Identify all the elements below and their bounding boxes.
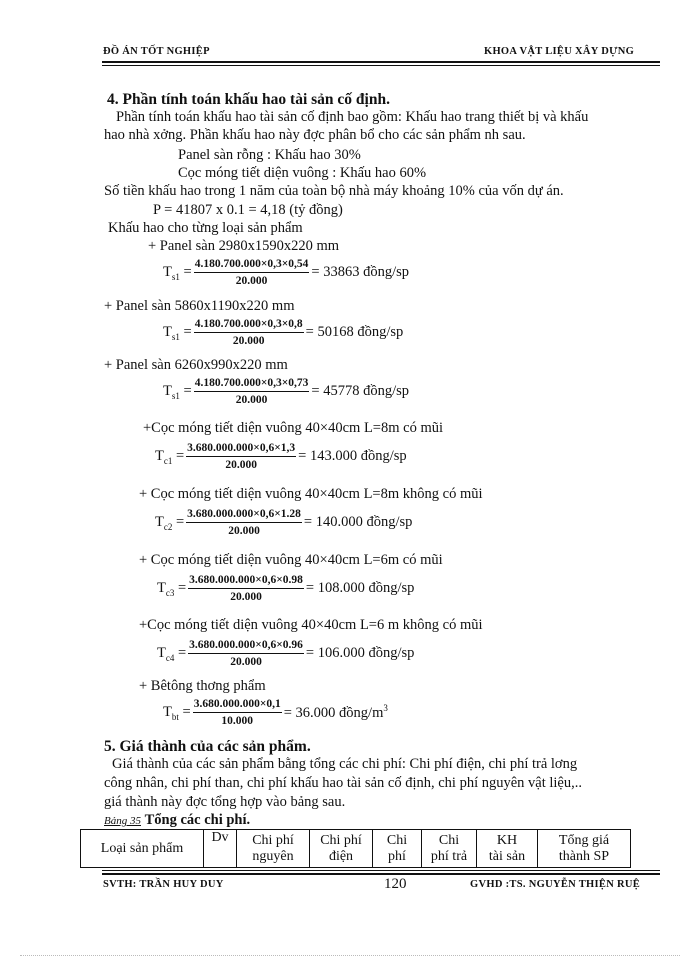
header-text: Tổng giá: [558, 832, 610, 848]
formula-symbol: T: [163, 323, 172, 340]
item-label: + Cọc móng tiết diện vuông 40×40cm L=8m không có mũi: [139, 486, 483, 502]
header-text: nguyên: [252, 848, 294, 864]
formula-symbol: T: [157, 579, 166, 596]
annual-note: Số tiền khấu hao trong 1 năm của toàn bộ nhà máy khoảng 10% của vốn dự án.: [104, 183, 564, 199]
formula-denominator: 20.000: [235, 275, 268, 287]
formula-denominator: 20.000: [228, 525, 260, 537]
section-5-line-1: Giá thành của các sản phẩm bằng tổng các chi phí: Chi phí điện, chi phí trả lơng: [112, 756, 578, 772]
item-label: +Cọc móng tiết diện vuông 40×40cm L=8m có mũi: [143, 420, 443, 436]
formula-denominator: 20.000: [225, 459, 257, 471]
pile-share: Cọc móng tiết diện vuông : Khấu hao 60%: [178, 165, 427, 181]
formula-result: = 36.000 đồng/m: [283, 704, 384, 721]
formula-numerator: 4.180.700.000×0,3×0,54: [194, 258, 310, 273]
footer-right: GVHD :TS. NGUYỄN THIỆN RUỆ: [470, 879, 641, 890]
table-caption-label: Bảng 35: [104, 815, 141, 827]
formula-subscript: s1: [171, 271, 180, 282]
header-text: Loại sản phẩm: [100, 840, 184, 856]
cost-table: [80, 829, 631, 868]
header-text: thành SP: [558, 848, 610, 864]
header-rule-thick: [102, 61, 660, 63]
table-header-cell: [81, 830, 204, 868]
formula-result: = 33863 đồng/sp: [311, 264, 410, 280]
table-header-cell: [310, 830, 373, 868]
table-header-cell: [204, 830, 237, 868]
header-right: KHOA VẬT LIỆU XÂY DỰNG: [484, 46, 635, 57]
table-header-row: [81, 830, 631, 868]
intro-line-1: Phần tính toán khấu hao tài sản cố định bao gồm: Khấu hao trang thiết bị và khấu: [116, 109, 589, 125]
header-text: điện: [328, 848, 354, 864]
formula-result: = 50168 đồng/sp: [305, 324, 404, 340]
page-number: 120: [384, 876, 407, 892]
formula-denominator: 20.000: [230, 591, 262, 603]
per-product-heading: Khấu hao cho từng loại sản phẩm: [108, 220, 303, 236]
header-text: phí trả: [430, 848, 468, 864]
item-label: +Cọc móng tiết diện vuông 40×40cm L=6 m không có mũi: [139, 617, 483, 633]
table-header-cell: [237, 830, 310, 868]
formula-result: = 108.000 đồng/sp: [305, 580, 415, 596]
header-left: ĐỒ ÁN TỐT NGHIỆP: [103, 46, 210, 57]
header-text: Dv: [211, 830, 229, 845]
formula-numerator: 4.180.700.000×0,3×0,73: [194, 377, 310, 392]
header-text: Chi: [386, 832, 408, 848]
formula-subscript: c3: [165, 587, 175, 598]
item-formula: $T_{s1}$ = $\frac{4.180.700.000\times 0,3\times 0,54}{20.000}$ = 33863 đồng/sp: [163, 258, 410, 287]
item-formula: $T_{c2}$ = $\frac{3.680.000.000\times 0,6\times 1.28}{20.000}$ = 140.000 đồng/sp: [155, 508, 413, 537]
formula-symbol: T: [163, 263, 172, 280]
item-formula: $T_{s1}$ = $\frac{4.180.700.000\times 0,3\times 0,8}{20.000}$ = 50168 đồng/sp: [163, 318, 404, 347]
formula-subscript: c4: [165, 652, 175, 663]
table-caption: [104, 812, 250, 829]
item-label: + Cọc móng tiết diện vuông 40×40cm L=6m có mũi: [139, 552, 443, 568]
header-text: Chi: [438, 832, 460, 848]
header-text: KH: [496, 832, 518, 848]
formula-subscript: c2: [163, 521, 173, 532]
formula-subscript: s1: [171, 390, 180, 401]
footer-rule-thin: [102, 870, 660, 871]
formula-subscript: c1: [163, 455, 173, 466]
header-rule-thin: [102, 65, 660, 66]
section-5-title: 5. Giá thành của các sản phẩm.: [104, 738, 311, 755]
formula-result-sup: 3: [383, 703, 388, 714]
formula-subscript: s1: [171, 331, 180, 342]
formula-numerator: 4.180.700.000×0,3×0,8: [194, 318, 304, 333]
formula-denominator: 10.000: [221, 715, 254, 727]
intro-line-2: hao nhà xởng. Phần khấu hao này đợc phân bổ cho các sản phẩm nh sau.: [104, 127, 526, 143]
item-formula: $T_{c1}$ = $\frac{3.680.000.000\times 0,6\times 1,3}{20.000}$ = 143.000 đồng/sp: [155, 442, 407, 471]
table-header-cell: [373, 830, 422, 868]
panel-share: Panel sàn rỗng : Khấu hao 30%: [178, 147, 361, 163]
formula-symbol: T: [163, 703, 172, 720]
formula-result: = 140.000 đồng/sp: [303, 514, 413, 530]
item-formula: $T_{c4}$ = $\frac{3.680.000.000\times 0,6\times 0.96}{20.000}$ = 106.000 đồng/sp: [157, 639, 415, 668]
formula-symbol: T: [155, 513, 164, 530]
formula-numerator: 3.680.000.000×0,6×1,3: [186, 442, 296, 457]
formula-subscript: bt: [171, 711, 179, 722]
formula-symbol: T: [155, 447, 164, 464]
page-edge-dots: [20, 955, 680, 956]
p-formula: P = 41807 x 0.1 = 4,18 (tỷ đồng): [153, 202, 343, 218]
footer-left: SVTH: TRẦN HUY DUY: [103, 879, 224, 890]
item-label: + Panel sàn 6260x990x220 mm: [104, 357, 288, 373]
formula-numerator: 3.680.000.000×0,1: [193, 698, 282, 713]
item-formula: $T_{bt}$ = $\frac{3.680.000.000\times 0,1}{10.000}$ = 36.000 đồng/$m^3$: [163, 698, 388, 727]
section-5-line-2: công nhân, chi phí than, chi phí khấu hao tài sản cố định, chi phí nguyên vật liệu,..: [104, 775, 582, 791]
formula-denominator: 20.000: [235, 394, 268, 406]
formula-numerator: 3.680.000.000×0,6×0.98: [188, 574, 304, 589]
formula-result: = 143.000 đồng/sp: [298, 448, 407, 464]
formula-denominator: 20.000: [232, 335, 265, 347]
item-formula: $T_{c3}$ = $\frac{3.680.000.000\times 0,6\times 0.98}{20.000}$ = 108.000 đồng/sp: [157, 574, 415, 603]
header-text: tài sản: [488, 848, 526, 864]
item-formula: $T_{s1}$ = $\frac{4.180.700.000\times 0,3\times 0,73}{20.000}$ = 45778 đồng/sp: [163, 377, 410, 406]
item-label: + Bêtông thơng phẩm: [139, 678, 266, 694]
header-text: phí: [388, 848, 406, 864]
section-4-title: 4. Phần tính toán khấu hao tài sản cố định.: [107, 91, 390, 108]
formula-result: = 106.000 đồng/sp: [305, 645, 415, 661]
table-caption-title: Tổng các chi phí.: [144, 812, 251, 828]
formula-numerator: 3.680.000.000×0,6×1.28: [186, 508, 302, 523]
formula-numerator: 3.680.000.000×0,6×0.96: [188, 639, 304, 654]
header-text: Chi phí: [320, 832, 362, 848]
table-header-cell: [477, 830, 538, 868]
footer-rule-thick: [102, 873, 660, 875]
item-label: + Panel sàn 2980x1590x220 mm: [148, 238, 340, 254]
formula-result: = 45778 đồng/sp: [311, 383, 410, 399]
table-header-cell: [422, 830, 477, 868]
formula-symbol: T: [157, 644, 166, 661]
section-5-line-3: giá thành này đợc tổng hợp vào bảng sau.: [104, 794, 346, 810]
table-header-cell: [538, 830, 631, 868]
formula-denominator: 20.000: [230, 656, 262, 668]
formula-symbol: T: [163, 382, 172, 399]
header-text: Chi phí: [252, 832, 294, 848]
item-label: + Panel sàn 5860x1190x220 mm: [104, 298, 295, 314]
